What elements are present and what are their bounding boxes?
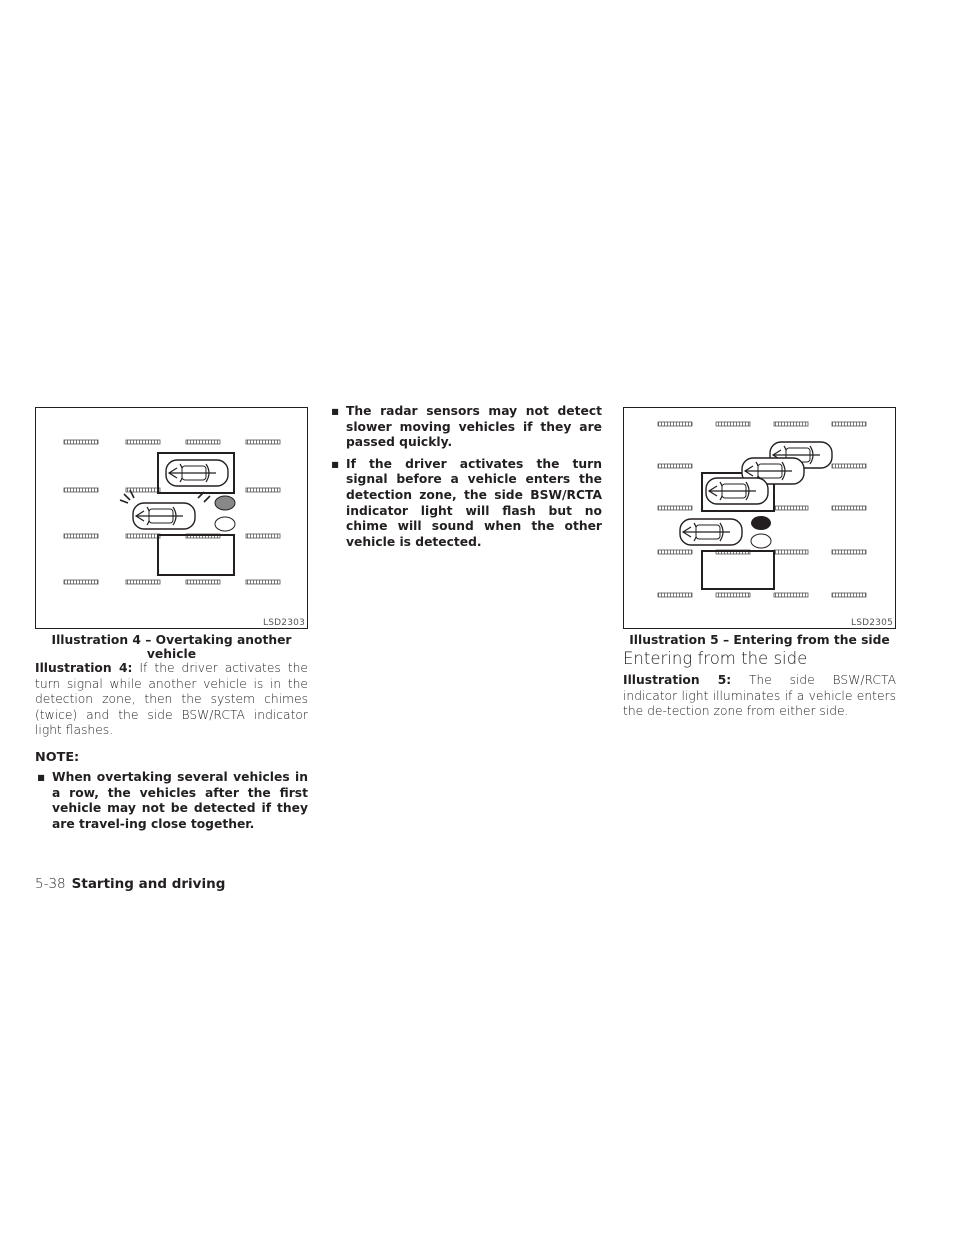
section-title: Entering from the side xyxy=(623,649,808,668)
entering-side-diagram xyxy=(624,408,897,630)
list-item: ▪ When overtaking several vehicles in a row, the vehicles after the first vehicle may not be detected if they are travel-ing close together. xyxy=(37,770,308,831)
detection-zone-lower xyxy=(702,551,774,589)
list-item: ▪ The radar sensors may not detect slower moving vehicles if they are passed quickly. xyxy=(331,404,602,450)
figure-caption: Illustration 5 – Entering from the side xyxy=(629,633,890,647)
car-icon xyxy=(166,460,228,486)
illustration-4-figure xyxy=(35,407,308,629)
car-icon xyxy=(133,503,195,529)
illustration-5-figure xyxy=(623,407,896,629)
car-icon xyxy=(680,519,742,545)
indicator-light-icon xyxy=(751,534,771,548)
indicator-light-icon xyxy=(751,516,771,530)
detection-zone-lower xyxy=(158,535,234,575)
note-bullets-col2 xyxy=(329,404,602,556)
illustration-4-paragraph: Illustration 4: If the driver activates the turn signal while another vehicle is in the detection zone, then the system chimes (twice) and the side BSW/RCTA indicator light flashes. xyxy=(35,661,308,738)
page-number: 5-38 xyxy=(35,876,66,892)
figure-code: LSD2305 xyxy=(851,618,893,628)
note-bullets-col1 xyxy=(35,770,308,838)
lane-markings xyxy=(658,422,866,597)
figure-code: LSD2303 xyxy=(263,618,305,628)
indicator-light-icon xyxy=(215,496,235,510)
overtaking-diagram xyxy=(36,408,309,630)
figure-caption: Illustration 4 – Overtaking another vehicle xyxy=(51,633,292,661)
page-footer xyxy=(35,876,225,892)
illustration-5-paragraph: Illustration 5: The side BSW/RCTA indicator light illuminates if a vehicle enters the de-tection zone from either side. xyxy=(623,673,896,719)
indicator-light-icon xyxy=(215,517,235,531)
car-icon xyxy=(706,478,768,504)
list-item: ▪ If the driver activates the turn signal before a vehicle enters the detection zone, the side BSW/RCTA indicator light will flash but no chime will sound when the other vehicle is detected. xyxy=(331,456,602,549)
note-heading: NOTE: xyxy=(35,750,80,765)
chapter-title: Starting and driving xyxy=(71,876,226,892)
